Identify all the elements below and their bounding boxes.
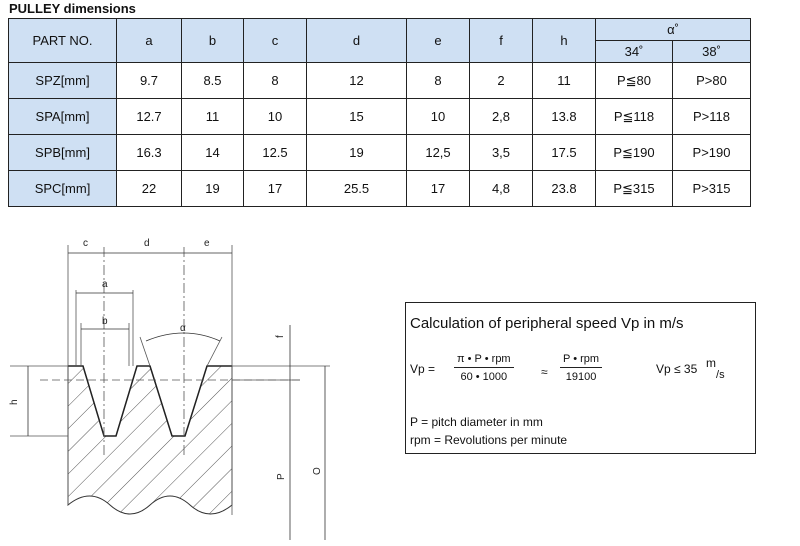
cell-b: 11 (182, 99, 244, 135)
fraction-1-denominator: 60 • 1000 (460, 371, 508, 383)
cell-c: 17 (244, 171, 307, 207)
cell-e: 10 (407, 99, 470, 135)
row-part-spz: SPZ[mm] (9, 63, 117, 99)
cell-p34: P≦118 (596, 99, 673, 135)
label-o: O (312, 467, 323, 475)
page-title: PULLEY dimensions (9, 1, 136, 16)
header-part-no: PART NO. (9, 19, 117, 63)
cell-b: 19 (182, 171, 244, 207)
cell-p34: P≦315 (596, 171, 673, 207)
cell-b: 14 (182, 135, 244, 171)
calc-title: Calculation of peripheral speed Vp in m/s (410, 315, 684, 332)
cell-p34: P≦190 (596, 135, 673, 171)
cell-p38: P>315 (673, 171, 751, 207)
header-b: b (182, 19, 244, 63)
pulley-dimensions-table (8, 18, 751, 207)
cell-c: 8 (244, 63, 307, 99)
label-a: a (102, 279, 108, 290)
fraction-2-denominator: 19100 (565, 371, 597, 383)
label-d: d (144, 238, 150, 249)
header-alpha: α˚ (596, 19, 751, 41)
fraction-2-numerator: P • rpm (560, 353, 602, 368)
row-part-spc: SPC[mm] (9, 171, 117, 207)
cell-e: 12,5 (407, 135, 470, 171)
cell-p38: P>118 (673, 99, 751, 135)
cell-f: 4,8 (470, 171, 533, 207)
formula-fraction-2 (560, 353, 602, 383)
header-d: d (307, 19, 407, 63)
cell-e: 17 (407, 171, 470, 207)
vp-label: Vp = (410, 362, 436, 376)
cell-f: 3,5 (470, 135, 533, 171)
pulley-groove-drawing (0, 225, 380, 546)
table-row (9, 63, 751, 99)
cell-a: 16.3 (117, 135, 182, 171)
label-b: b (102, 316, 108, 327)
label-e: e (204, 238, 210, 249)
cell-h: 23.8 (533, 171, 596, 207)
cell-a: 12.7 (117, 99, 182, 135)
definition-p: P = pitch diameter in mm (410, 415, 543, 429)
header-c: c (244, 19, 307, 63)
cell-d: 15 (307, 99, 407, 135)
label-alpha: α (180, 323, 186, 334)
cell-p38: P>190 (673, 135, 751, 171)
header-h: h (533, 19, 596, 63)
label-f: f (275, 335, 286, 338)
cell-h: 17.5 (533, 135, 596, 171)
table-row (9, 171, 751, 207)
row-part-spa: SPA[mm] (9, 99, 117, 135)
cell-a: 9.7 (117, 63, 182, 99)
header-f: f (470, 19, 533, 63)
cell-p38: P>80 (673, 63, 751, 99)
header-alpha-34: 34˚ (596, 41, 673, 63)
pulley-body (68, 366, 232, 514)
cell-f: 2 (470, 63, 533, 99)
speed-limit: Vp ≤ 35 (656, 362, 698, 376)
label-c: c (83, 238, 88, 249)
cell-c: 10 (244, 99, 307, 135)
speed-unit-s-text: s (719, 369, 725, 381)
formula-fraction-1 (454, 353, 514, 383)
fraction-1-numerator: π • P • rpm (454, 353, 514, 368)
cell-d: 25.5 (307, 171, 407, 207)
cell-d: 19 (307, 135, 407, 171)
label-h: h (9, 399, 20, 405)
cell-a: 22 (117, 171, 182, 207)
cell-f: 2,8 (470, 99, 533, 135)
cell-h: 11 (533, 63, 596, 99)
header-alpha-38: 38˚ (673, 41, 751, 63)
cell-h: 13.8 (533, 99, 596, 135)
header-a: a (117, 19, 182, 63)
cell-b: 8.5 (182, 63, 244, 99)
cell-e: 8 (407, 63, 470, 99)
speed-unit-s: /s (716, 369, 725, 381)
row-part-spb: SPB[mm] (9, 135, 117, 171)
cell-p34: P≦80 (596, 63, 673, 99)
table-row (9, 135, 751, 171)
cell-c: 12.5 (244, 135, 307, 171)
cell-d: 12 (307, 63, 407, 99)
header-e: e (407, 19, 470, 63)
table-row (9, 99, 751, 135)
peripheral-speed-box (405, 302, 756, 454)
speed-unit-m: m (706, 356, 716, 370)
approx-sign: ≈ (541, 365, 548, 379)
label-p: P (276, 473, 287, 480)
definition-rpm: rpm = Revolutions per minute (410, 433, 568, 447)
